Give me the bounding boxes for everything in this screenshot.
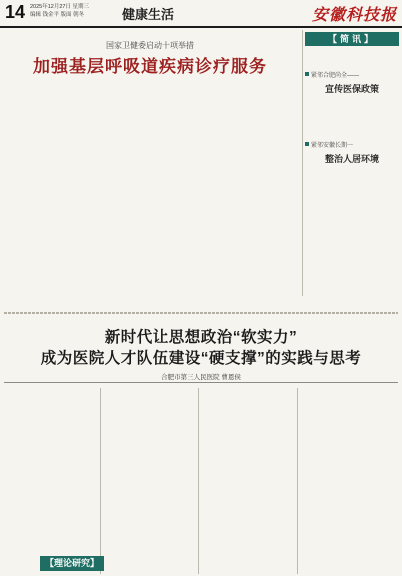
editor-credit: 编辑 钱金平 版面 朝冬	[30, 12, 85, 18]
bullet-square-icon	[305, 72, 309, 76]
brief-lead: 紧邻合肥尚全——	[311, 73, 360, 79]
brief-title: 宣传医保政策	[324, 84, 379, 94]
column-divider	[100, 388, 101, 574]
brief-label: 简讯	[339, 34, 364, 44]
page-header	[0, 0, 402, 28]
article-author: 合肥市第三人民医院 曹恩侯	[161, 374, 241, 381]
newspaper-logo: 安徽科技报	[312, 5, 398, 24]
body-text-column	[300, 388, 396, 572]
brief-lead: 紧邻安徽长期一	[311, 143, 354, 149]
title-underline	[4, 382, 398, 383]
column-tag: 【理论研究】	[40, 556, 104, 571]
section-separator	[4, 312, 398, 314]
body-text-column	[202, 388, 294, 572]
page-number: 14	[5, 2, 26, 22]
column-divider	[198, 388, 199, 574]
body-text-column	[6, 88, 76, 298]
body-text-column	[154, 88, 224, 298]
body-text-column	[6, 388, 98, 548]
column-tag-label: 理论研究	[53, 558, 90, 568]
column-divider	[302, 30, 303, 296]
brief-title: 整治人居环境	[324, 154, 379, 164]
body-text-column	[104, 388, 196, 572]
brief-news-header: 【简讯】	[305, 32, 399, 46]
top-article-subtitle: 国家卫健委启动十项举措	[106, 41, 194, 50]
brief-body	[305, 166, 399, 196]
brief-body	[305, 96, 399, 134]
main-article-title-line2: 成为医院人才队伍建设“硬支撑”的实践与思考	[40, 350, 362, 367]
main-article-title-line1: 新时代让思想政治“软实力”	[104, 329, 298, 346]
body-text-column	[80, 88, 150, 298]
issue-date: 2025年12月27日 星期三	[30, 4, 89, 10]
column-divider	[297, 388, 298, 574]
bullet-square-icon	[305, 142, 309, 146]
section-name: 健康生活	[122, 7, 175, 22]
top-article-title: 加强基层呼吸道疾病诊疗服务	[33, 57, 267, 77]
body-text-column	[228, 88, 298, 288]
